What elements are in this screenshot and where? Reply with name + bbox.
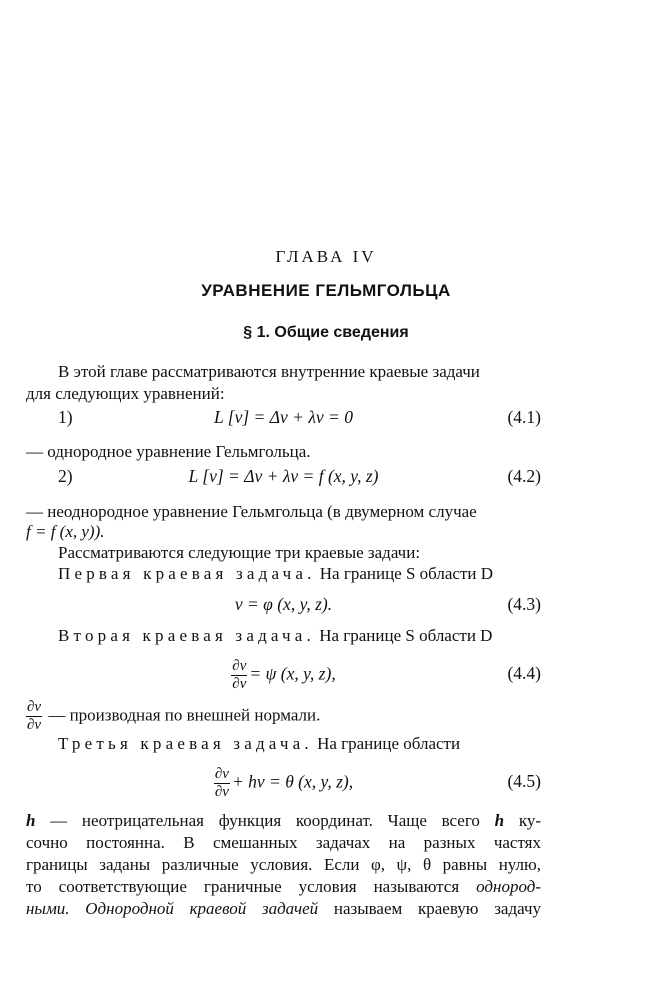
equation-4-2-description-2: f = f (x, y)). <box>26 522 105 541</box>
equation-4-1-description: — однородное уравнение Гельмгольца. <box>26 442 311 461</box>
paragraph-line-5 <box>26 898 541 920</box>
third-problem-name: Третья краевая задача. <box>58 734 313 753</box>
equation-4-5-frac-num: ∂v <box>214 766 229 782</box>
second-problem-name: Вторая краевая задача. <box>58 626 315 645</box>
paragraph-line-1-text: — неотрицательная функция координат. Чаще всего <box>50 811 480 830</box>
equation-4-4-fraction <box>231 659 247 692</box>
equation-index-1: 1) <box>58 407 73 427</box>
second-problem-line <box>58 625 541 647</box>
paragraph-line-4-text: то соответствующие граничные условия называются <box>26 877 460 896</box>
symbol-h: h <box>26 811 36 830</box>
equation-4-5-rhs: + hv = θ (x, y, z), <box>231 771 354 792</box>
paragraph-line-3: границы заданы различные условия. Если φ, ψ, θ равны нулю, <box>26 855 541 874</box>
problems-intro: Рассматриваются следующие три краевые задачи: <box>58 543 421 562</box>
derivative-frac-num: ∂v <box>27 699 42 715</box>
equation-4-1-tag: (4.1) <box>507 407 541 427</box>
term-homogeneous-part2: ными. <box>26 899 70 918</box>
equation-4-4-frac-num: ∂v <box>232 658 247 674</box>
equation-4-4-rhs: = ψ (x, y, z), <box>249 663 336 684</box>
second-problem-rest: На границе S области D <box>319 626 493 645</box>
intro-line-1: В этой главе рассматриваются внутренние краевые задачи <box>58 362 480 381</box>
equation-4-1-body: L [v] = Δv + λv = 0 <box>214 407 353 427</box>
equation-4-5-frac-den: ∂ν <box>214 784 229 800</box>
first-problem-name: Первая краевая задача. <box>58 564 316 583</box>
first-problem-rest: На границе S области D <box>319 564 494 583</box>
paragraph-line-5-end: называем краевую задачу <box>333 899 542 918</box>
equation-4-3 <box>26 594 541 622</box>
derivative-text: — производная по внешней нормали. <box>48 705 321 725</box>
equation-4-3-tag: (4.3) <box>507 594 541 614</box>
paragraph-line-4 <box>26 876 541 898</box>
equation-4-5 <box>26 765 541 799</box>
equation-4-2-body: L [v] = Δv + λv = f (x, y, z) <box>188 466 379 486</box>
equation-4-5-fraction <box>214 767 230 800</box>
paragraph-line-1 <box>26 810 541 832</box>
equation-4-4-body <box>26 659 541 692</box>
first-problem-line <box>58 563 541 585</box>
equation-4-2 <box>26 466 541 494</box>
equation-4-2-tag: (4.2) <box>507 466 541 486</box>
equation-4-5-body <box>26 767 541 800</box>
chapter-title: УРАВНЕНИЕ ГЕЛЬМГОЛЬЦА <box>201 281 451 300</box>
derivative-frac-den: ∂ν <box>27 717 42 733</box>
chapter-label: ГЛАВА IV <box>275 247 377 266</box>
derivative-description <box>26 700 541 736</box>
equation-index-2: 2) <box>58 466 73 486</box>
third-problem-rest: На границе области <box>317 734 461 753</box>
equation-4-1 <box>26 407 541 435</box>
paragraph-line-1-end: ку- <box>518 811 542 830</box>
symbol-h-2: h <box>494 811 505 830</box>
equation-4-5-tag: (4.5) <box>507 771 541 791</box>
derivative-fraction <box>26 700 42 733</box>
term-homogeneous-part1: однород- <box>476 877 542 896</box>
intro-line-2: для следующих уравнений: <box>26 384 225 403</box>
equation-4-4-frac-den: ∂ν <box>232 676 247 692</box>
term-homogeneous-problem: Однородной краевой задачей <box>85 899 319 918</box>
section-title: § 1. Общие сведения <box>243 324 409 341</box>
third-problem-line <box>58 733 541 755</box>
equation-4-2-description-1: — неоднородное уравнение Гельмгольца (в двумерном случае <box>26 502 477 521</box>
paragraph-line-2: сочно постоянна. В смешанных задачах на разных частях <box>26 833 541 852</box>
equation-4-4-tag: (4.4) <box>507 663 541 683</box>
equation-4-3-body: v = φ (x, y, z). <box>234 594 333 614</box>
equation-4-4 <box>26 657 541 691</box>
